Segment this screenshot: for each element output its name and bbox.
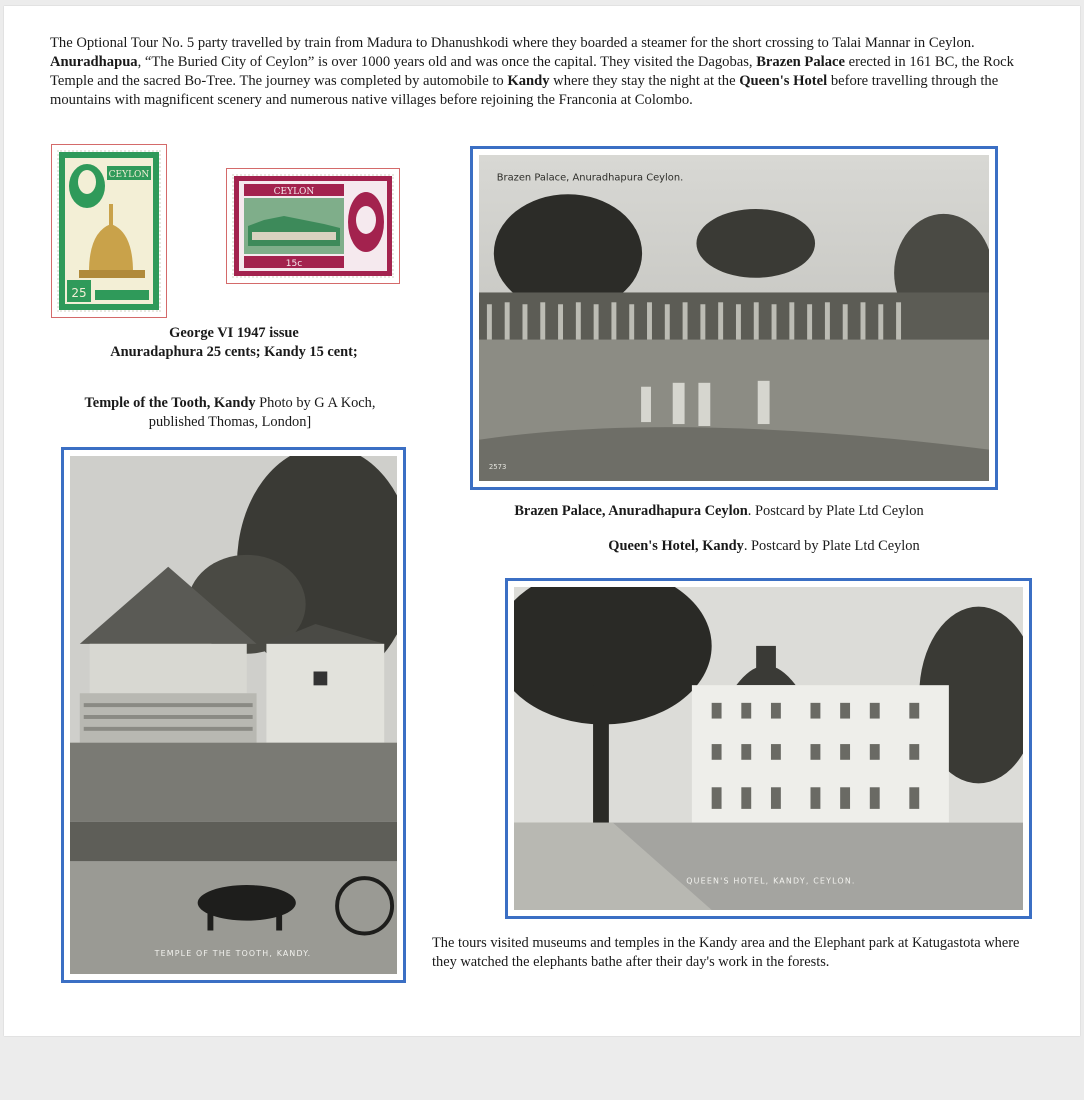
intro-brazen-palace: Brazen Palace [756,54,845,70]
intro-sentence-3: erected in 161 BC, the Rock Temple and the sacred Bo-Tree. The journey was completed by automobile to [50,54,1014,89]
stamps-caption [84,324,384,362]
stamp-25-artwork [59,152,159,310]
album-page [4,6,1080,1036]
intro-sentence-1: The Optional Tour No. 5 party travelled by train from Madura to Dhanushkodi where they boarded a steamer for the short crossing to Talai Mannar in Ceylon. [50,35,975,51]
stamp-25-country: CEYLON [108,170,150,180]
queens-hotel-postcard [505,578,1032,919]
intro-queens-hotel: Queen's Hotel [739,73,828,89]
temple-caption-credit: Photo by G A Koch, published Thomas, London] [148,395,376,430]
brazen-photo-number: 2573 [488,463,507,472]
stamp-15-cents [234,176,392,276]
intro-anuradhapura: Anuradhapua [50,54,138,70]
queens-caption-title: Queen's Hotel, Kandy [608,538,744,554]
temple-of-the-tooth-postcard [61,447,406,983]
temple-caption-title: Temple of the Tooth, Kandy [84,395,256,411]
intro-kandy: Kandy [507,73,550,89]
stamps-caption-line-1: George VI 1947 issue [169,325,299,341]
brazen-photo-title: Brazen Palace, Anuradhapura Ceylon. [496,172,684,184]
queens-hotel-photo [514,587,1023,910]
intro-text [50,34,1050,110]
intro-sentence-5: before travelling through the mountains with magnificent scenery and numerous native villages before rejoining the Franconia at Colombo. [50,73,999,108]
queens-photo-title: QUEEN'S HOTEL, KANDY, CEYLON. [686,876,856,886]
stamps-caption-line-2: Anuradaphura 25 cents; Kandy 15 cent; [110,344,358,360]
stamp-25-cents [59,152,159,310]
queens-caption [564,537,964,556]
temple-photo [70,456,397,974]
queens-caption-credit: . Postcard by Plate Ltd Ceylon [743,538,920,554]
stamp-25-value: 25 [71,286,87,300]
temple-scene [70,456,397,974]
stamp-25-mount [51,144,167,318]
brazen-palace-scene [479,155,989,481]
stamp-15-mount [226,168,400,284]
brazen-palace-postcard [470,146,998,490]
intro-sentence-4: where they stay the night at the [549,73,740,89]
temple-caption [80,394,380,432]
stamp-15-country: CEYLON [273,187,315,197]
brazen-caption-title: Brazen Palace, Anuradhapura Ceylon [514,503,748,519]
brazen-palace-photo [479,155,989,481]
temple-photo-title: TEMPLE OF THE TOOTH, KANDY. [154,949,312,959]
stamp-15-artwork [234,176,392,276]
stamp-15-value: 15c [285,259,303,269]
brazen-caption-credit: . Postcard by Plate Ltd Ceylon [747,503,924,519]
queens-hotel-scene [514,587,1023,910]
brazen-caption [474,502,964,521]
closing-text: The tours visited museums and temples in the Kandy area and the Elephant park at Katugastota where they watched the elephants bathe after their day's work in the forests. [432,935,1020,970]
intro-sentence-2: , “The Buried City of Ceylon” is over 1000 years old and was once the capital. They visited the Dagobas, [137,54,757,70]
